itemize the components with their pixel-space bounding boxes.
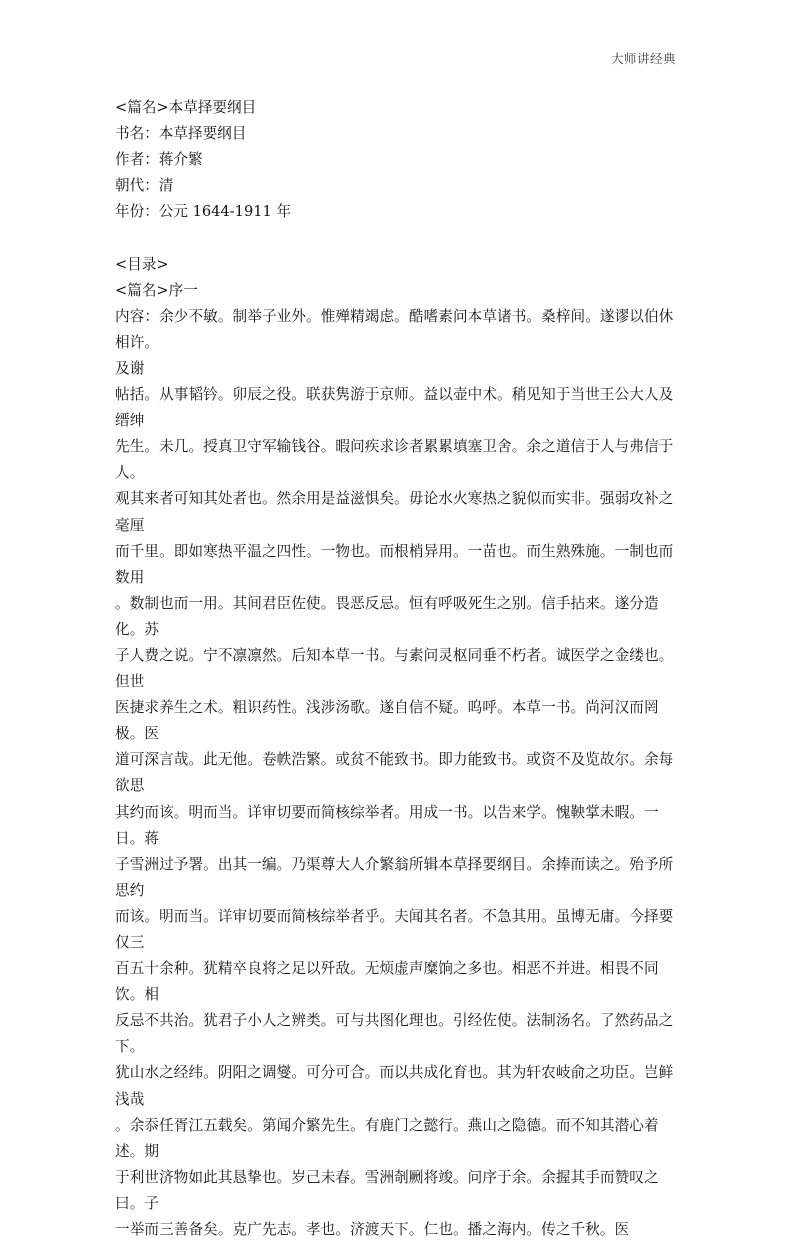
meta-dynasty: 朝代：清 <box>115 177 174 195</box>
spacer-line <box>115 225 681 251</box>
body-line: 子雪洲过予署。出其一编。乃渠尊大人介繁翁所辑本草择要纲目。余捧而读之。殆予所思约 <box>115 855 674 899</box>
body-line: 一举而三善备矣。克广先志。孝也。济渡天下。仁也。播之海内。传之千秋。医 <box>115 1221 630 1239</box>
body-line: 医捷求养生之术。粗识药性。浅涉汤歌。遂自信不疑。呜呼。本草一书。尚河汉而罔极。医 <box>115 699 659 743</box>
body-line: 其约而该。明而当。详审切要而简核综举者。用成一书。以告来学。愧鞅掌未暇。一日。蒋 <box>115 803 659 847</box>
body-line: 于利世济物如此其恳挚也。岁己未春。雪洲剞劂将竣。问序于余。余握其手而赞叹之曰。子 <box>115 1168 659 1212</box>
body-line: 犹山水之经纬。阴阳之调燮。可分可合。而以共成化育也。其为轩农岐俞之功臣。岂鲜浅哉 <box>115 1064 674 1108</box>
body-line: 而该。明而当。详审切要而简核综举者乎。夫闻其名者。不急其用。虽博无庸。今择要仅三 <box>115 907 674 951</box>
body-line: 观其来者可知其处者也。然余用是益滋惧矣。毋论水火寒热之貌似而实非。强弱攻补之毫厘 <box>115 490 674 534</box>
body-line: 道可深言哉。此无他。卷帙浩繁。或贫不能致书。即力能致书。或资不及览故尔。余每欲思 <box>115 751 674 795</box>
body-line: 。数制也而一用。其间君臣佐使。畏恶反忌。恒有呼吸死生之别。信手拈来。遂分造化。苏 <box>115 594 659 638</box>
body-line: 而千里。即如寒热平温之四性。一物也。而根梢异用。一苗也。而生熟殊施。一制也而数用 <box>115 542 674 586</box>
body-line: 。余忝任胥江五载矣。第闻介繁先生。有鹿门之懿行。燕山之隐德。而不知其潜心着述。期 <box>115 1116 659 1160</box>
body-line: 内容：余少不敏。制举子业外。惟殚精竭虑。酷嗜素问本草诸书。桑梓间。遂谬以伯休相许。 <box>115 307 674 351</box>
meta-author: 作者：蒋介繁 <box>115 151 203 169</box>
section-tag-preface-one: <篇名>序一 <box>115 281 198 299</box>
header-title-text: 大师讲经典 <box>610 51 676 66</box>
book-title-tag: <篇名>本草择要纲目 <box>115 99 257 116</box>
document-body <box>115 95 681 1243</box>
body-line: 先生。未几。授真卫守军输钱谷。暇问疾求诊者累累填塞卫舍。余之道信于人与弗信于人。 <box>115 438 674 482</box>
meta-book-name: 书名：本草择要纲目 <box>115 125 247 143</box>
body-line: 帖括。从事韬钤。卯辰之役。联获隽游于京师。益以壶中术。稍见知于当世王公大人及缙绅 <box>115 386 674 430</box>
body-line: 百五十余种。犹精卒良将之足以歼敌。无烦虚声糜饷之多也。相恶不并进。相畏不同饮。相 <box>115 960 659 1004</box>
body-line: 反忌不共治。犹君子小人之辨类。可与共图化理也。引经佐使。法制汤名。了然药品之下。 <box>115 1012 674 1056</box>
meta-year: 年份：公元 1644-1911 年 <box>115 203 292 221</box>
catalog-tag: <目录> <box>115 255 169 273</box>
page-header <box>0 48 793 70</box>
body-line: 及谢 <box>115 359 145 377</box>
body-line: 子人费之说。宁不凛凛然。后知本草一书。与素问灵枢同垂不朽者。诚医学之金缕也。但世 <box>115 646 674 691</box>
